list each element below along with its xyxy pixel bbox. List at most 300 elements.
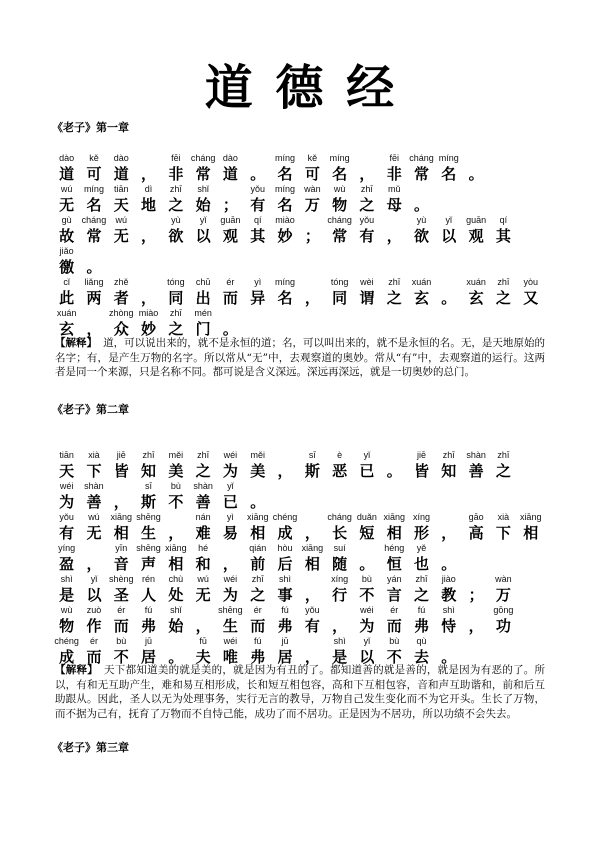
char-cell: [135, 276, 162, 307]
char-cell: [80, 635, 107, 666]
hanzi-char: 不: [168, 493, 184, 511]
hanzi-char: 人: [141, 586, 157, 604]
pinyin-label: cháng: [327, 215, 352, 225]
hanzi-char: 天: [113, 196, 129, 214]
pinyin-label: suí: [333, 543, 346, 553]
char-cell: [408, 573, 435, 604]
char-cell: [244, 214, 271, 245]
char-cell: [80, 573, 107, 604]
hanzi-char: 美: [250, 462, 266, 480]
pinyin-label: bù: [116, 636, 127, 646]
hanzi-char: 易: [222, 524, 238, 542]
hanzi-char: 弗: [141, 617, 157, 635]
pinyin-label: xuán: [56, 308, 77, 318]
pinyin-label: sī: [145, 481, 153, 491]
char-cell: [217, 307, 244, 338]
hanzi-char: 成: [59, 648, 75, 666]
hanzi-char: 妙: [277, 227, 293, 245]
char-cell: [80, 480, 107, 511]
char-cell: [490, 604, 517, 635]
explanation-label: 【解释】: [55, 337, 98, 349]
char-cell: [53, 449, 80, 480]
char-cell: [271, 635, 298, 666]
char-cell: [108, 449, 135, 480]
pinyin-label: zhī: [415, 574, 428, 584]
hanzi-char: 恶: [332, 462, 348, 480]
hanzi-char: 妙: [141, 320, 157, 338]
pinyin-label: gù: [61, 215, 72, 225]
hanzi-char: 是: [332, 648, 348, 666]
char-cell: [80, 214, 107, 245]
char-cell: [490, 449, 517, 480]
pinyin-label: tiān: [59, 450, 74, 460]
pinyin-label: shèng: [108, 574, 134, 584]
char-cell: [189, 276, 216, 307]
pinyin-label: jiǎo: [59, 246, 74, 256]
verse-line: [53, 214, 544, 245]
char-cell: [189, 152, 216, 183]
hanzi-char: ，: [141, 227, 157, 245]
pinyin-label: xià: [88, 450, 100, 460]
hanzi-char: 难: [195, 524, 211, 542]
hanzi-char: ，: [168, 524, 184, 542]
char-cell: [80, 542, 107, 573]
hanzi-char: 无: [113, 227, 129, 245]
char-cell: [53, 245, 80, 276]
char-cell: [462, 152, 489, 183]
char-cell: [217, 214, 244, 245]
chapter-heading: 《老子》第一章: [52, 121, 129, 134]
char-cell: [135, 480, 162, 511]
char-cell: [162, 542, 189, 573]
hanzi-char: ，: [332, 617, 348, 635]
pinyin-label: yíng: [58, 543, 76, 553]
char-cell: [189, 604, 216, 635]
pinyin-label: liǎng: [84, 277, 104, 287]
hanzi-char: ，: [304, 586, 320, 604]
pinyin-label: hòu: [277, 543, 293, 553]
hanzi-char: 。: [86, 258, 102, 276]
pinyin-label: míng: [83, 184, 104, 194]
hanzi-char: 而: [113, 617, 129, 635]
char-cell: [490, 214, 517, 245]
hanzi-char: 非: [168, 165, 184, 183]
char-cell: [381, 573, 408, 604]
pinyin-label: shì: [279, 574, 292, 584]
pinyin-label: chù: [168, 574, 184, 584]
char-cell: [135, 214, 162, 245]
hanzi-char: 欲: [168, 227, 184, 245]
hanzi-char: 万: [495, 586, 511, 604]
char-cell: [353, 152, 380, 183]
hanzi-char: 居: [141, 648, 157, 666]
char-cell: [517, 511, 544, 542]
pinyin-label: shēng: [136, 512, 161, 522]
pinyin-label: wéi: [223, 450, 238, 460]
char-cell: [353, 573, 380, 604]
char-cell: [435, 635, 462, 666]
pinyin-label: tiān: [113, 184, 129, 194]
char-cell: [244, 635, 271, 666]
hanzi-char: 常: [414, 165, 430, 183]
pinyin-label: wéi: [223, 574, 238, 584]
char-cell: [162, 449, 189, 480]
hanzi-char: 可: [304, 165, 320, 183]
char-cell: [80, 276, 107, 307]
pinyin-label: ér: [89, 636, 98, 646]
hanzi-char: 相: [304, 555, 320, 573]
pinyin-label: guān: [466, 215, 487, 225]
hanzi-char: 功: [495, 617, 511, 635]
pinyin-label: dào: [113, 153, 129, 163]
pinyin-label: yě: [416, 543, 427, 553]
pinyin-label: tóng: [167, 277, 185, 287]
hanzi-char: ，: [304, 524, 320, 542]
hanzi-char: 音: [113, 555, 129, 573]
hanzi-char: 圣: [113, 586, 129, 604]
pinyin-label: shàn: [466, 450, 486, 460]
pinyin-label: zhòng: [108, 308, 134, 318]
pinyin-label: kě: [89, 153, 99, 163]
hanzi-char: 无: [195, 586, 211, 604]
hanzi-char: 教: [441, 586, 457, 604]
pinyin-label: chéng: [272, 512, 298, 522]
pinyin-label: yù: [416, 215, 427, 225]
verse-grid: [53, 449, 544, 666]
char-cell: [326, 276, 353, 307]
char-cell: [490, 573, 517, 604]
char-cell: [244, 604, 271, 635]
hanzi-char: 欲: [414, 227, 430, 245]
hanzi-char: 物: [332, 196, 348, 214]
hanzi-char: ，: [86, 320, 102, 338]
char-cell: [408, 635, 435, 666]
char-cell: [408, 542, 435, 573]
verse-line: [53, 307, 544, 338]
char-cell: [326, 511, 353, 542]
explanation-text: 天下都知道美的就是美的，就是因为有丑的了。都知道善的就是善的，就是因为有恶的了。所以，有和无互助产生，难和易互相形成，长和短互相包容，高和下互相包容，音和声互助谐和，前和后互助跟从。因此，圣人以无为处理事务，实行无言的教导，万物自己发生变化而不为它开头。生长了万物，而不据为己有，抚育了万物而不自恃己能，成功了而不居功。正是因为不居功，所以功绩不会失去。: [55, 664, 545, 720]
pinyin-label: ér: [117, 605, 126, 615]
hanzi-char: 生: [222, 617, 238, 635]
hanzi-char: 地: [141, 196, 157, 214]
hanzi-char: 后: [277, 555, 293, 573]
hanzi-char: 之: [359, 196, 375, 214]
char-cell: [271, 152, 298, 183]
pinyin-label: wú: [115, 215, 127, 225]
pinyin-label: yǒu: [59, 512, 74, 522]
hanzi-char: ，: [304, 648, 320, 666]
hanzi-char: 盈: [59, 555, 75, 573]
pinyin-label: měi: [168, 450, 184, 460]
char-cell: [381, 449, 408, 480]
hanzi-char: ，: [277, 462, 293, 480]
pinyin-label: zhī: [388, 277, 401, 287]
pinyin-label: fú: [144, 605, 153, 615]
hanzi-char: 常: [195, 165, 211, 183]
verse-line: [53, 542, 544, 573]
pinyin-label: xiāng: [110, 512, 132, 522]
char-cell: [53, 276, 80, 307]
hanzi-char: 皆: [414, 462, 430, 480]
pinyin-label: zhī: [442, 450, 455, 460]
pinyin-label: bù: [361, 574, 372, 584]
pinyin-label: xuán: [411, 277, 432, 287]
char-cell: [53, 152, 80, 183]
hanzi-char: 名: [277, 196, 293, 214]
hanzi-char: 无: [86, 524, 102, 542]
verse-line: [53, 276, 544, 307]
hanzi-char: 善: [195, 493, 211, 511]
pinyin-label: yīn: [115, 543, 128, 553]
pinyin-label: fú: [417, 605, 426, 615]
pinyin-label: ér: [390, 605, 399, 615]
hanzi-char: 高: [468, 524, 484, 542]
hanzi-char: 常: [86, 227, 102, 245]
hanzi-char: 不: [359, 586, 375, 604]
char-cell: [217, 635, 244, 666]
char-cell: [381, 183, 408, 214]
hanzi-char: 。: [468, 165, 484, 183]
pinyin-label: yǐ: [227, 481, 234, 491]
pinyin-label: yǐ: [363, 636, 371, 646]
char-cell: [353, 604, 380, 635]
char-cell: [244, 449, 271, 480]
hanzi-char: 其: [250, 227, 266, 245]
char-cell: [408, 214, 435, 245]
hanzi-char: ，: [222, 555, 238, 573]
pinyin-label: míng: [275, 277, 296, 287]
char-cell: [244, 511, 271, 542]
char-cell: [53, 542, 80, 573]
pinyin-label: yǒu: [305, 605, 320, 615]
char-cell: [299, 214, 326, 245]
verse-line: [53, 573, 544, 604]
hanzi-char: 和: [195, 555, 211, 573]
hanzi-char: 有: [250, 196, 266, 214]
pinyin-label: wèi: [360, 277, 374, 287]
hanzi-char: 随: [332, 555, 348, 573]
hanzi-char: ；: [304, 227, 320, 245]
char-cell: [381, 276, 408, 307]
hanzi-char: 以: [86, 586, 102, 604]
pinyin-label: wú: [88, 512, 100, 522]
pinyin-label: xià: [497, 512, 510, 522]
char-cell: [135, 542, 162, 573]
char-cell: [108, 276, 135, 307]
hanzi-char: ，: [304, 289, 320, 307]
hanzi-char: 又: [523, 289, 539, 307]
pinyin-label: wù: [60, 605, 73, 615]
char-cell: [462, 573, 489, 604]
char-cell: [271, 276, 298, 307]
pinyin-label: wú: [197, 574, 209, 584]
hanzi-char: 观: [222, 227, 238, 245]
char-cell: [217, 183, 244, 214]
hanzi-char: 有: [59, 524, 75, 542]
char-cell: [326, 152, 353, 183]
char-cell: [80, 245, 107, 276]
hanzi-char: 作: [86, 617, 102, 635]
hanzi-char: 名: [277, 289, 293, 307]
char-cell: [108, 542, 135, 573]
pinyin-label: héng: [384, 543, 405, 553]
char-cell: [435, 276, 462, 307]
hanzi-char: 道: [59, 165, 75, 183]
pinyin-label: měi: [250, 450, 265, 460]
hanzi-char: 名: [332, 165, 348, 183]
pinyin-label: chéng: [54, 636, 79, 646]
char-cell: [108, 480, 135, 511]
char-cell: [162, 635, 189, 666]
hanzi-char: 唯: [222, 648, 238, 666]
hanzi-char: 去: [414, 648, 430, 666]
hanzi-char: 下: [495, 524, 511, 542]
pinyin-label: wéi: [223, 636, 238, 646]
hanzi-char: 美: [168, 462, 184, 480]
hanzi-char: 故: [59, 227, 75, 245]
hanzi-char: 为: [222, 462, 238, 480]
hanzi-char: 两: [86, 289, 102, 307]
verse-line: [53, 449, 544, 480]
pinyin-label: shēng: [218, 605, 243, 615]
hanzi-char: 短: [359, 524, 375, 542]
hanzi-char: 出: [195, 289, 211, 307]
char-cell: [189, 635, 216, 666]
char-cell: [53, 183, 80, 214]
hanzi-char: ，: [468, 617, 484, 635]
hanzi-char: 道: [113, 165, 129, 183]
char-cell: [244, 542, 271, 573]
hanzi-char: 而: [386, 617, 402, 635]
char-cell: [162, 307, 189, 338]
hanzi-char: 常: [332, 227, 348, 245]
hanzi-char: 名: [441, 165, 457, 183]
hanzi-char: 以: [359, 648, 375, 666]
pinyin-label: fēi: [389, 153, 399, 163]
hanzi-char: 无: [59, 196, 75, 214]
char-cell: [53, 573, 80, 604]
char-cell: [217, 449, 244, 480]
pinyin-label: mén: [194, 308, 212, 318]
hanzi-char: 知: [441, 462, 457, 480]
chapter-explanation: [55, 336, 545, 380]
hanzi-char: 徼: [59, 258, 75, 276]
char-cell: [108, 307, 135, 338]
pinyin-label: cháng: [327, 512, 352, 522]
pinyin-label: fú: [281, 605, 289, 615]
char-cell: [189, 480, 216, 511]
hanzi-char: 善: [468, 462, 484, 480]
pinyin-label: jiào: [441, 574, 456, 584]
verse-grid: [53, 152, 544, 338]
char-cell: [381, 604, 408, 635]
hanzi-char: 名: [86, 196, 102, 214]
hanzi-char: 已: [222, 493, 238, 511]
pinyin-label: zhī: [360, 184, 373, 194]
hanzi-char: 名: [277, 165, 293, 183]
pinyin-label: xiāng: [519, 512, 542, 522]
hanzi-char: 物: [59, 617, 75, 635]
hanzi-char: 。: [168, 648, 184, 666]
char-cell: [217, 604, 244, 635]
verse-line: [53, 245, 544, 276]
char-cell: [435, 573, 462, 604]
char-cell: [299, 183, 326, 214]
hanzi-char: 为: [59, 493, 75, 511]
hanzi-char: 善: [86, 493, 102, 511]
pinyin-label: ér: [226, 277, 235, 287]
char-cell: [108, 214, 135, 245]
char-cell: [299, 511, 326, 542]
char-cell: [217, 480, 244, 511]
hanzi-char: 万: [304, 196, 320, 214]
pinyin-label: yì: [254, 277, 262, 287]
pinyin-label: míng: [275, 184, 296, 194]
hanzi-char: ，: [141, 289, 157, 307]
hanzi-char: 言: [386, 586, 402, 604]
verse-line: [53, 604, 544, 635]
pinyin-label: sī: [308, 450, 316, 460]
pinyin-label: fú: [253, 636, 262, 646]
hanzi-char: 已: [359, 462, 375, 480]
char-cell: [271, 542, 298, 573]
char-cell: [326, 214, 353, 245]
hanzi-char: 恒: [386, 555, 402, 573]
hanzi-char: 为: [359, 617, 375, 635]
char-cell: [162, 276, 189, 307]
pinyin-label: wéi: [360, 605, 374, 615]
chapter-heading: 《老子》第三章: [52, 741, 129, 754]
pinyin-label: jū: [145, 636, 153, 646]
pinyin-label: mǔ: [387, 184, 401, 194]
hanzi-char: ；: [222, 196, 238, 214]
pinyin-label: jū: [281, 636, 289, 646]
pinyin-label: yán: [386, 574, 402, 584]
hanzi-char: ；: [468, 586, 484, 604]
hanzi-char: 门: [195, 320, 211, 338]
hanzi-char: 行: [332, 586, 348, 604]
char-cell: [326, 635, 353, 666]
char-cell: [408, 276, 435, 307]
hanzi-char: 为: [222, 586, 238, 604]
hanzi-char: 不: [386, 648, 402, 666]
hanzi-char: 知: [141, 462, 157, 480]
verse-line: [53, 511, 544, 542]
pinyin-label: qù: [416, 636, 427, 646]
verse-line: [53, 635, 544, 666]
char-cell: [517, 276, 544, 307]
explanation-label: 【解释】: [55, 664, 99, 676]
hanzi-char: 皆: [113, 462, 129, 480]
verse-line: [53, 480, 544, 511]
char-cell: [80, 604, 107, 635]
pinyin-label: yǒu: [250, 184, 265, 194]
char-cell: [271, 449, 298, 480]
pinyin-label: xiāng: [383, 512, 405, 522]
char-cell: [135, 604, 162, 635]
char-cell: [80, 511, 107, 542]
char-cell: [408, 449, 435, 480]
char-cell: [299, 573, 326, 604]
hanzi-char: 弗: [277, 617, 293, 635]
char-cell: [353, 183, 380, 214]
char-cell: [162, 480, 189, 511]
char-cell: [326, 604, 353, 635]
hanzi-char: 相: [523, 524, 539, 542]
hanzi-char: 者: [113, 289, 129, 307]
pinyin-label: jiē: [417, 450, 427, 460]
hanzi-char: 而: [250, 617, 266, 635]
